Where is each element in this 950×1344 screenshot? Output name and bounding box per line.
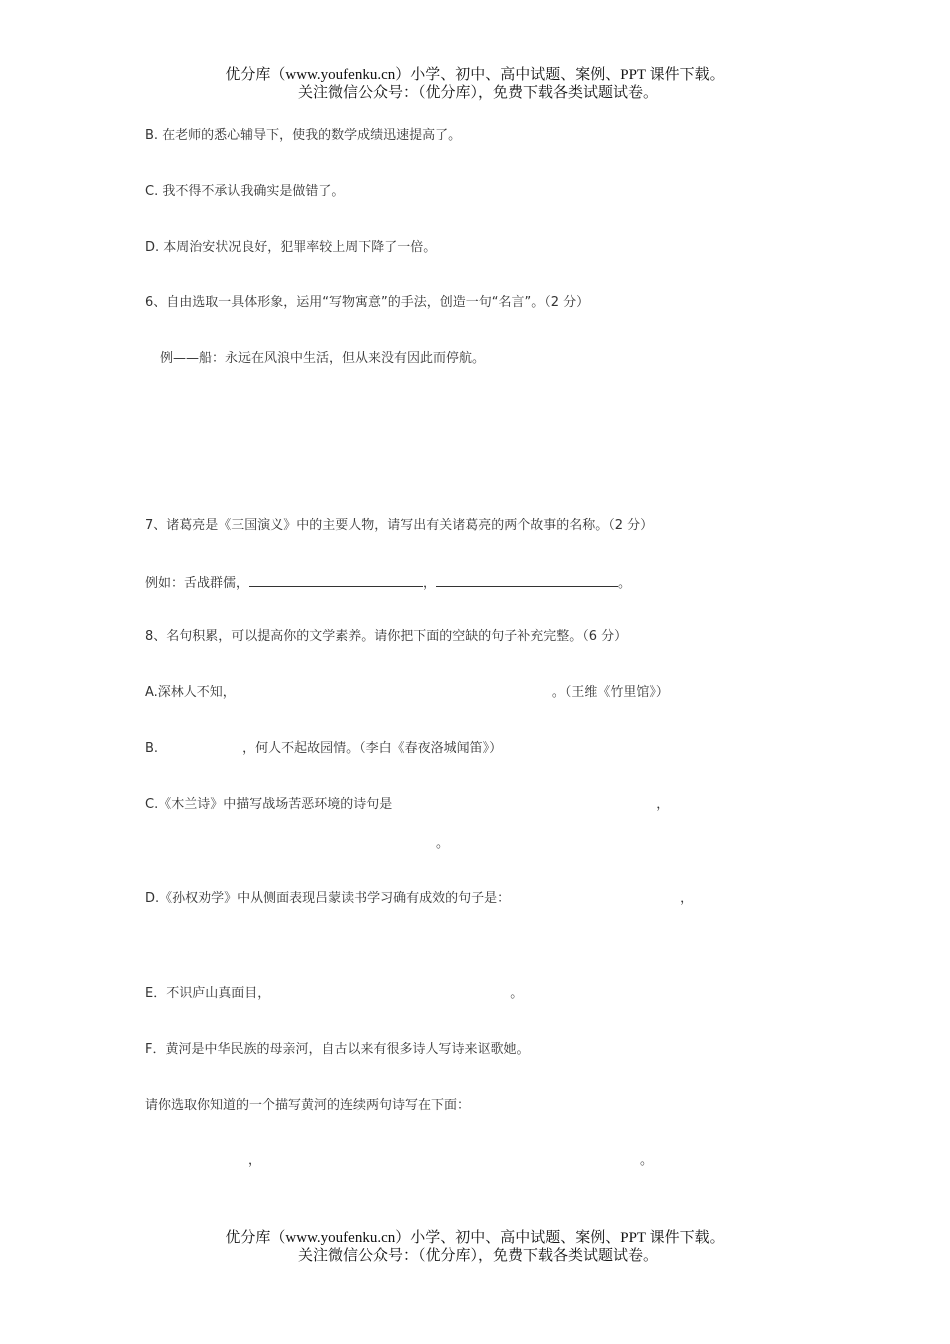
- q8-b-text: B.: [145, 741, 159, 756]
- q8-c-text: C.《木兰诗》中描写战场苦恶环境的诗句是: [145, 797, 393, 812]
- q8-d-text: D.《孙权劝学》中从侧面表现吕蒙读书学习确有成效的句子是：: [145, 891, 511, 906]
- q8-a-line: [145, 685, 669, 701]
- footer-line-1: 优分库（www.youfenku.cn）小学、初中、高中试题、案例、PPT 课件下载。: [225, 1230, 725, 1246]
- q8-a-text: A.深林人不知，: [145, 685, 236, 700]
- q5-option-b: B. 在老师的悉心辅导下，使我的数学成绩迅速提高了。: [145, 128, 462, 143]
- q8-b-tail: ，何人不起故园情。（李白《春夜洛城闻笛》）: [242, 741, 503, 756]
- q7-answer-blank-2[interactable]: [436, 574, 618, 587]
- q5-option-c: C. 我不得不承认我确实是做错了。: [145, 184, 345, 199]
- q8-f-comma: ，: [248, 1153, 262, 1168]
- q6-prompt: 6、自由选取一具体形象，运用“写物寓意”的手法，创造一句“名言”。（2 分）: [145, 295, 590, 310]
- q8-c-comma: ，: [656, 797, 670, 812]
- q7-example-prefix: 例如：舌战群儒，: [145, 576, 250, 591]
- q8-d-comma: ，: [680, 891, 694, 906]
- q5-option-d: D. 本周治安状况良好，犯罪率较上周下降了一倍。: [145, 240, 437, 255]
- q8-c-line: [145, 797, 669, 813]
- q7-answer-blank-1[interactable]: [249, 574, 423, 587]
- q8-a-tail: 。（王维《竹里馆》）: [551, 685, 669, 700]
- page-header: [0, 66, 950, 102]
- q8-e-text: E．不识庐山真面目，: [145, 986, 271, 1001]
- q7-separator: ，: [423, 576, 437, 591]
- q8-f-instruction: 请你选取你知道的一个描写黄河的连续两句诗写在下面：: [145, 1098, 471, 1113]
- footer-line-2: 关注微信公众号：（优分库），免费下载各类试题试卷。: [297, 1248, 658, 1264]
- q8-b-line: [145, 741, 502, 757]
- header-line-1: 优分库（www.youfenku.cn）小学、初中、高中试题、案例、PPT 课件下载。: [225, 67, 725, 83]
- q8-f-period: 。: [640, 1153, 654, 1168]
- q7-example-line: [145, 574, 631, 592]
- q8-c-period: 。: [436, 836, 450, 851]
- q7-end: 。: [618, 576, 632, 591]
- q8-e-period: 。: [510, 986, 524, 1001]
- q8-e-line: [145, 986, 523, 1002]
- header-line-2: 关注微信公众号：（优分库），免费下载各类试题试卷。: [297, 85, 658, 101]
- q6-example: 例——船：永远在风浪中生活，但从来没有因此而停航。: [160, 351, 486, 366]
- q7-prompt: 7、诸葛亮是《三国演义》中的主要人物，请写出有关诸葛亮的两个故事的名称。（2 分）: [145, 518, 654, 533]
- q8-prompt: 8、名句积累，可以提高你的文学素养。请你把下面的空缺的句子补充完整。（6 分）: [145, 629, 628, 644]
- page-footer: [0, 1229, 950, 1265]
- q8-d-line: [145, 891, 693, 907]
- q8-f-text: F．黄河是中华民族的母亲河，自古以来有很多诗人写诗来讴歌她。: [145, 1042, 530, 1057]
